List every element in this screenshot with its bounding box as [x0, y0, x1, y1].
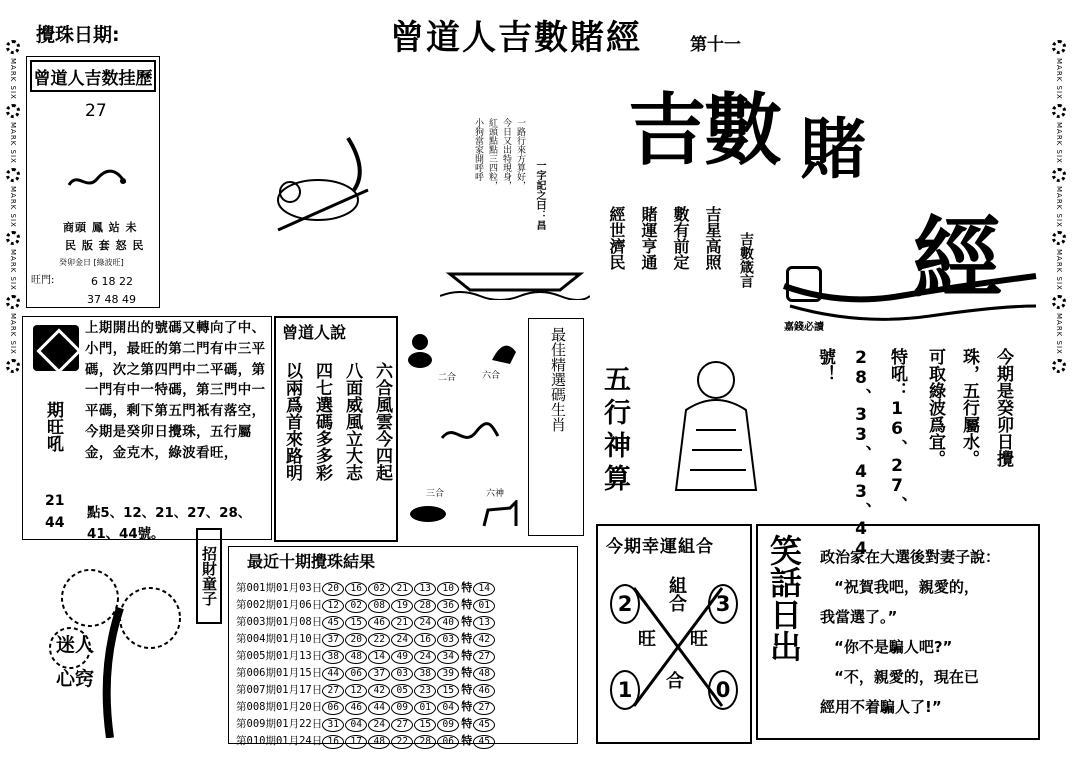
lucky-word: 組合 — [666, 576, 687, 612]
results-label: 第001期01月03日 — [236, 582, 323, 594]
report-text: 上期開出的號碼又轉向了中、小門，最旺的第二門有中三平碼，次之第四門中二平碼，第一門有中一特碼，第三門中一平碼，剩下第五門衹有落空，今期是癸卯日攪珠，五行屬金，金克木，綠波看旺， — [85, 321, 266, 461]
stamp-label: 嘉錢必讀 — [784, 322, 824, 333]
result-ball: 44 — [368, 701, 390, 715]
flower-icon — [1052, 359, 1066, 373]
result-ball: 06 — [322, 701, 344, 715]
rat-icon — [404, 500, 454, 524]
result-ball: 03 — [437, 633, 459, 647]
zodiac-label: 二合 — [438, 373, 457, 383]
result-ball: 22 — [368, 633, 390, 647]
results-panel — [228, 546, 578, 747]
report-panel — [22, 316, 272, 540]
result-ball: 06 — [437, 735, 459, 749]
lucky-panel — [596, 524, 752, 744]
special-label: 特 — [461, 598, 473, 611]
draw-date-label: 攪珠日期: — [36, 24, 120, 46]
wisdom-label: 吉數箴言 — [738, 232, 754, 288]
special-label: 特 — [461, 683, 473, 696]
poem-line: 小狗當家開呼呼 — [473, 118, 483, 181]
result-ball: 21 — [391, 582, 413, 596]
say-column: 四七選碼多多彩 — [312, 362, 332, 481]
left-side-strip — [2, 40, 24, 740]
wisdom-column: 吉星高照 — [703, 206, 722, 270]
flower-icon — [6, 104, 20, 118]
result-ball: 28 — [414, 599, 436, 613]
stamp-icon — [786, 266, 822, 302]
flower-icon — [1052, 40, 1066, 54]
wang-number-2: 44 — [45, 515, 65, 531]
mi-line-1: 迷人 — [56, 634, 95, 656]
result-ball: 44 — [322, 667, 344, 681]
results-label: 第002期01月06日 — [236, 599, 323, 611]
tongzi-label: 招財童子 — [196, 528, 222, 624]
special-label: 特 — [461, 666, 473, 679]
history-wang-label: 旺門: — [31, 275, 55, 286]
result-ball: 38 — [414, 667, 436, 681]
results-cell — [235, 732, 497, 749]
special-ball: 46 — [473, 684, 495, 698]
results-row — [235, 647, 497, 664]
flower-icon — [6, 359, 20, 373]
history-numbers-2: 37 48 49 — [87, 293, 136, 306]
result-ball: 02 — [368, 582, 390, 596]
flower-icon — [6, 231, 20, 245]
result-ball: 05 — [391, 684, 413, 698]
say-panel — [274, 316, 398, 542]
lucky-word: 旺 — [690, 629, 708, 650]
strip-text: MARK SIX — [9, 313, 17, 356]
result-ball: 24 — [414, 650, 436, 664]
special-ball: 01 — [473, 599, 495, 613]
special-label: 特 — [461, 717, 473, 730]
history-note: 癸卯金日 [綠波旺] — [59, 258, 124, 267]
result-ball: 04 — [345, 718, 367, 732]
today-column: 今期是癸卯日攪 — [993, 348, 1013, 467]
results-row — [235, 630, 497, 647]
results-row — [235, 664, 497, 681]
result-ball: 09 — [391, 701, 413, 715]
special-ball: 42 — [473, 633, 495, 647]
results-row — [235, 613, 497, 630]
results-label: 第003期01月08日 — [236, 616, 323, 628]
result-ball: 24 — [414, 616, 436, 630]
special-label: 特 — [461, 615, 473, 628]
results-title: 最近十期攪珠結果 — [247, 552, 376, 571]
strip-text: MARK SIX — [1055, 185, 1063, 228]
result-ball: 06 — [345, 667, 367, 681]
zodiac-label: 六合 — [482, 371, 501, 381]
results-label: 第007期01月17日 — [236, 684, 323, 696]
poem-line: 今日又出特現身， — [501, 118, 511, 190]
strip-text: MARK SIX — [1055, 249, 1063, 292]
result-ball: 16 — [345, 582, 367, 596]
special-ball: 27 — [473, 650, 495, 664]
big-title-a: 吉數 — [628, 85, 781, 176]
result-ball: 09 — [437, 718, 459, 732]
big-title-c: 經 — [912, 206, 1002, 312]
special-label: 特 — [461, 581, 473, 594]
lucky-number: 2 — [610, 584, 640, 624]
seal-icon — [33, 325, 79, 371]
rooster-icon — [486, 332, 522, 368]
result-ball: 16 — [322, 735, 344, 749]
result-ball: 28 — [414, 735, 436, 749]
joke-vertical-title: 笑話日出 — [765, 534, 803, 662]
result-ball: 38 — [322, 650, 344, 664]
best-choice-text: 最佳精選碼生肖 — [549, 327, 567, 432]
result-ball: 16 — [414, 633, 436, 647]
today-column: 特吼：16、27、 — [887, 348, 907, 513]
result-ball: 15 — [437, 684, 459, 698]
wisdom-column: 經世濟民 — [607, 206, 626, 270]
result-ball: 40 — [437, 616, 459, 630]
joke-line: 經用不着騙人了!” — [820, 698, 942, 716]
flower-icon — [1052, 168, 1066, 182]
result-ball: 15 — [345, 616, 367, 630]
history-title: 曾道人吉数挂歷 — [30, 60, 156, 92]
wang-number-1: 21 — [45, 493, 65, 509]
special-ball: 13 — [473, 616, 495, 630]
result-ball: 31 — [322, 718, 344, 732]
result-ball: 42 — [368, 684, 390, 698]
today-column: 可取綠波爲宜。 — [925, 348, 945, 467]
result-ball: 20 — [345, 633, 367, 647]
results-cell — [235, 681, 497, 698]
wisdom-column: 數有前定 — [671, 206, 690, 270]
result-ball: 15 — [414, 718, 436, 732]
history-panel — [26, 56, 160, 308]
zodiac-label: 六神 — [486, 489, 505, 499]
flower-icon — [6, 168, 20, 182]
history-number: 27 — [85, 101, 107, 121]
results-label: 第008期01月20日 — [236, 701, 323, 713]
flower-icon — [1052, 104, 1066, 118]
flower-icon — [6, 40, 20, 54]
results-cell — [235, 613, 497, 630]
result-ball: 34 — [437, 650, 459, 664]
special-label: 特 — [461, 649, 473, 662]
say-column: 六合風雲今四起 — [372, 362, 392, 481]
result-ball: 03 — [391, 667, 413, 681]
zodiac-label: 三合 — [426, 489, 445, 499]
today-column: 28、33、43、44 — [851, 348, 871, 559]
result-ball: 21 — [391, 616, 413, 630]
lucky-word: 合 — [666, 671, 684, 692]
page-title: 曾道人吉數賭經 — [390, 18, 642, 58]
results-cell — [235, 596, 497, 613]
result-ball: 48 — [368, 735, 390, 749]
result-ball: 27 — [391, 718, 413, 732]
results-cell — [235, 630, 497, 647]
results-cell — [235, 698, 497, 715]
history-numbers-1: 6 18 22 — [91, 275, 133, 288]
special-label: 特 — [461, 734, 473, 747]
result-ball: 12 — [322, 599, 344, 613]
flower-icon — [1052, 295, 1066, 309]
big-title-b: 賭 — [800, 110, 866, 188]
result-ball: 20 — [322, 582, 344, 596]
joke-line: “祝賀我吧，親愛的， — [834, 578, 979, 596]
issue-number: 第十一 — [690, 35, 741, 55]
strip-text: MARK SIX — [1055, 121, 1063, 164]
results-label: 第006期01月15日 — [236, 667, 323, 679]
result-ball: 45 — [322, 616, 344, 630]
mi-text — [56, 628, 94, 696]
deity-illustration — [656, 350, 786, 520]
history-line-a: 商頭 鳳 站 未 — [63, 221, 138, 234]
dragon-icon — [440, 420, 500, 450]
today-column: 號！ — [815, 348, 835, 382]
strip-text: MARK SIX — [9, 58, 17, 100]
strip-text: MARK SIX — [1055, 58, 1063, 100]
lucky-number: 0 — [708, 670, 738, 710]
results-label: 第004期01月10日 — [236, 633, 323, 645]
results-row — [235, 596, 497, 613]
lucky-number: 3 — [708, 584, 738, 624]
poem-line: 紅頭點點三四粒， — [487, 118, 497, 190]
wisdom-column: 賭運亨通 — [639, 206, 658, 270]
joke-line: 政治家在大選後對妻子說： — [820, 548, 1001, 566]
result-ball: 04 — [437, 701, 459, 715]
special-ball: 45 — [473, 735, 495, 749]
lucky-number: 1 — [610, 670, 640, 710]
result-ball: 39 — [437, 667, 459, 681]
lucky-title: 今期幸運組合 — [606, 537, 714, 557]
say-column: 以兩爲首來路明 — [282, 362, 302, 481]
result-ball: 36 — [437, 599, 459, 613]
dragon-icon — [67, 165, 127, 195]
joke-panel — [756, 524, 1040, 740]
results-row — [235, 698, 497, 715]
result-ball: 12 — [345, 684, 367, 698]
special-ball: 45 — [473, 718, 495, 732]
flower-icon — [6, 295, 20, 309]
result-ball: 37 — [322, 633, 344, 647]
poem-title: 一字記之曰：昌 — [534, 160, 545, 230]
boat-illustration — [440, 250, 590, 300]
joke-line: “不，親愛的，現在已 — [834, 668, 979, 686]
say-column: 八面威風立大志 — [342, 362, 362, 481]
result-ball: 24 — [391, 633, 413, 647]
results-row — [235, 715, 497, 732]
results-row — [235, 681, 497, 698]
results-cell — [235, 579, 497, 596]
results-cell — [235, 647, 497, 664]
today-column: 珠，五行屬水。 — [959, 348, 979, 467]
results-row — [235, 579, 497, 596]
horse-icon — [480, 500, 520, 530]
joke-line: 我當選了。” — [820, 608, 898, 626]
results-label: 第010期01月24日 — [236, 735, 323, 747]
right-side-strip — [1048, 40, 1070, 740]
strip-text: MARK SIX — [1055, 313, 1063, 356]
joke-line: “你不是騙人吧?” — [834, 638, 953, 656]
result-ball: 46 — [345, 701, 367, 715]
result-ball: 01 — [414, 701, 436, 715]
result-ball: 08 — [368, 599, 390, 613]
report-end-line-1: 點5、12、21、27、28、 — [87, 506, 252, 521]
joke-text — [820, 542, 1040, 722]
results-row — [235, 732, 497, 749]
best-choice-panel — [528, 318, 584, 536]
monkey-icon — [400, 330, 440, 370]
result-ball: 17 — [345, 735, 367, 749]
result-ball: 10 — [437, 582, 459, 596]
result-ball: 02 — [345, 599, 367, 613]
pig-illustration — [258, 130, 388, 240]
strip-text: MARK SIX — [9, 185, 17, 228]
strip-text: MARK SIX — [9, 121, 17, 164]
say-title: 曾道人說 — [282, 323, 347, 342]
result-ball: 48 — [345, 650, 367, 664]
special-label: 特 — [461, 700, 473, 713]
result-ball: 13 — [414, 582, 436, 596]
result-ball: 22 — [391, 735, 413, 749]
results-cell — [235, 715, 497, 732]
history-line-b: 民 版 套 怒 民 — [65, 239, 145, 252]
result-ball: 24 — [368, 718, 390, 732]
flower-icon — [1052, 231, 1066, 245]
result-ball: 19 — [391, 599, 413, 613]
wuxing-title: 五行神算 — [604, 365, 631, 495]
lucky-word: 旺 — [638, 629, 656, 650]
results-table — [235, 579, 497, 749]
result-ball: 37 — [368, 667, 390, 681]
results-label: 第009期01月22日 — [236, 718, 323, 730]
report-end — [87, 503, 251, 545]
result-ball: 14 — [368, 650, 390, 664]
poem-line: 一路行來方算好， — [515, 118, 525, 190]
special-ball: 27 — [473, 701, 495, 715]
result-ball: 49 — [391, 650, 413, 664]
strip-text: MARK SIX — [9, 249, 17, 292]
report-end-line-2: 41、44號。 — [87, 527, 165, 542]
results-label: 第005期01月13日 — [236, 650, 323, 662]
result-ball: 23 — [414, 684, 436, 698]
special-ball: 48 — [473, 667, 495, 681]
mi-line-2: 心窍 — [56, 668, 95, 690]
special-ball: 14 — [473, 582, 495, 596]
results-cell — [235, 664, 497, 681]
result-ball: 46 — [368, 616, 390, 630]
wang-label: 期旺吼 — [43, 401, 63, 452]
result-ball: 27 — [322, 684, 344, 698]
special-label: 特 — [461, 632, 473, 645]
